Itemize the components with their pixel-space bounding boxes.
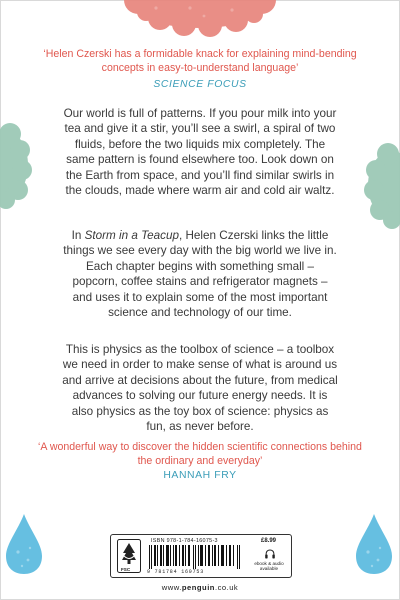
paragraph-2-lead: In (71, 229, 85, 242)
bottom-quote-source: HANNAH FRY (163, 470, 237, 481)
website-prefix: www. (161, 583, 182, 592)
barcode-image (147, 545, 243, 569)
isbn-text: ISBN 978-1-784-16075-3 (151, 538, 218, 544)
ebook-audio-label: ebook & audio available (254, 561, 284, 572)
fsc-label: FSC (121, 567, 131, 572)
barcode-panel (110, 534, 292, 578)
top-quote: ‘Helen Czerski has a formidable knack for explaining mind-bending concepts in easy-to-understand language’ (43, 48, 357, 74)
blue-drop-right (354, 512, 394, 576)
price-label: £8.99 (261, 538, 277, 544)
barcode-digits: 9 781784 160753 (147, 569, 205, 575)
bottom-quote: ‘A wonderful way to discover the hidden scientific connections behind the ordinary and everyday’ (38, 441, 362, 467)
green-cloud-left (0, 120, 38, 210)
website-brand: penguin (181, 583, 215, 592)
book-title: Storm in a Teacup (84, 229, 179, 242)
paragraph-2-rest: , Helen Czerski links the little things we see every day with the big world we live in. Each chapter begins with something small – popcorn, coffee stains and refrigerator magnets – and uses it to explain some of the most important science and technology of our time. (63, 229, 337, 320)
body-paragraph-2 (62, 228, 338, 320)
headphones-icon (264, 548, 276, 560)
coral-cloud-top (120, 0, 280, 38)
top-quote-source: SCIENCE FOCUS (153, 79, 247, 90)
body-paragraph-1: Our world is full of patterns. If you pour milk into your tea and give it a stir, you’ll see a swirl, a spiral of two fluids, before the two liquids mix completely. The same pattern is found elsewhere too. Look down on the Earth from space, and you’ll find similar swirls in the clouds, made where warm air and cold air waltz. (63, 107, 337, 198)
body-paragraph-3: This is physics as the toolbox of science – a toolbox we need in order to make sense of what is around us and arrive at decisions about the future, from medical advances to solving our future energy needs. It is also physics as the toy box of science: physics as fun, as never before. (62, 343, 338, 434)
website-suffix: .co.uk (214, 583, 239, 592)
green-cloud-right (352, 140, 400, 230)
blue-drop-left (4, 512, 44, 576)
publisher-website (0, 583, 400, 592)
